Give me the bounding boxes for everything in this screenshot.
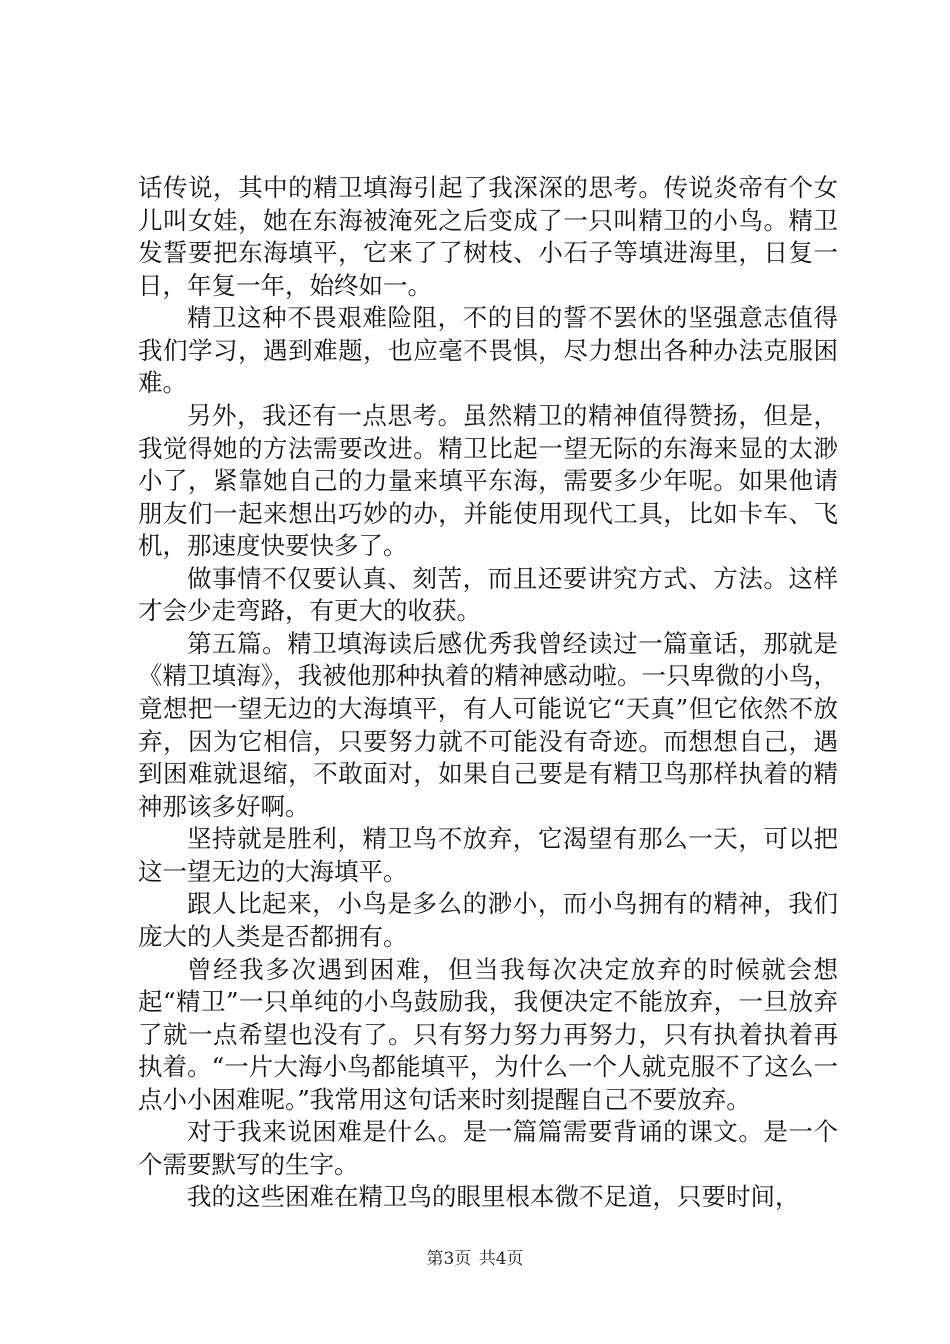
paragraph: 对于我来说困难是什么。是一篇篇需要背诵的课文。是一个个需要默写的生字。 <box>138 1117 838 1179</box>
document-body <box>138 172 838 1214</box>
page-footer <box>0 1244 950 1269</box>
page-number: 第3页 <box>426 1249 472 1269</box>
paragraph: 做事情不仅要认真、刻苦，而且还要讲究方式、方法。这样才会少走弯路，有更大的收获。 <box>138 563 838 626</box>
paragraph: 跟人比起来，小鸟是多么的渺小，而小鸟拥有的精神，我们庞大的人类是否都拥有。 <box>138 889 838 951</box>
paragraph: 话传说，其中的精卫填海引起了我深深的思考。传说炎帝有个女儿叫女娃，她在东海被淹死之后变成了一只叫精卫的小鸟。精卫发誓要把东海填平，它来了了树枝、小石子等填进海里，日复一日，年复一年，始终如一。 <box>138 173 838 300</box>
paragraph: 曾经我多次遇到困难，但当我每次决定放弃的时候就会想起“精卫”一只单纯的小鸟鼓励我，我便决定不能放弃，一旦放弃了就一点希望也没有了。只有努力努力再努力，只有执着执着再执着。“一片大海小鸟都能填平，为什么一个人就克服不了这么一点小小困难呢。”我常用这句话来时刻提醒自己不要放弃。 <box>138 954 838 1114</box>
paragraph: 我的这些困难在精卫鸟的眼里根本微不足道，只要时间， <box>187 1182 800 1212</box>
paragraph: 精卫这种不畏艰难险阻，不的目的誓不罢休的坚强意志值得我们学习，遇到难题，也应毫不畏惧，尽力想出各种办法克服困难。 <box>138 303 838 398</box>
paragraph: 第五篇。精卫填海读后感优秀我曾经读过一篇童话，那就是《精卫填海》，我被他那种执着的精神感动啦。一只卑微的小鸟，竟想把一望无边的大海填平，有人可能说它“天真”但它依然不放弃，因为它相信，只要努力就不可能没有奇迹。而想想自己，遇到困难就退缩，不敢面对，如果自己要是有精卫鸟那样执着的精神那该多好啊。 <box>138 628 838 821</box>
paragraph: 坚持就是胜利，精卫鸟不放弃，它渴望有那么一天，可以把这一望无边的大海填平。 <box>138 824 838 886</box>
page-total: 共4页 <box>478 1249 524 1269</box>
paragraph: 另外，我还有一点思考。虽然精卫的精神值得赞扬，但是，我觉得她的方法需要改进。精卫比起一望无际的东海来显的太渺小了，紧靠她自己的力量来填平东海，需要多少年呢。如果他请朋友们一起来想出巧妙的办，并能使用现代工具，比如卡车、飞机，那速度快要快多了。 <box>138 400 838 561</box>
